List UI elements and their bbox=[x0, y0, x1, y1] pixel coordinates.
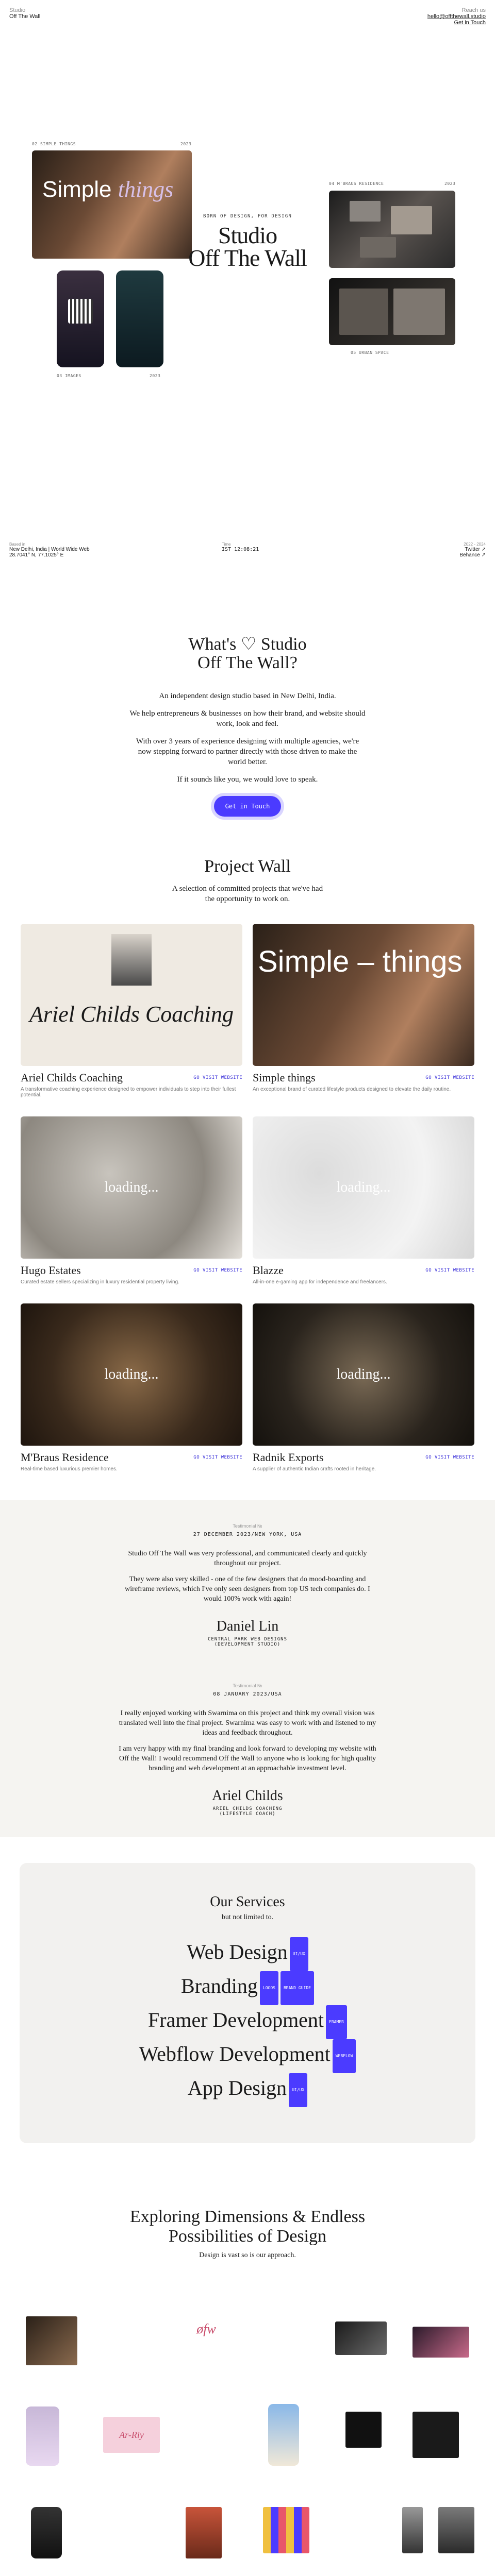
services-list bbox=[20, 1937, 475, 2107]
project-thumb-text: Ariel Childs Coaching bbox=[29, 1002, 234, 1027]
project-wall-subtitle: A selection of committed projects that we've had the opportunity to work on. bbox=[172, 885, 323, 903]
hero-footer-location-value: New Delhi, India | World Wide Web bbox=[9, 547, 90, 552]
whats-p2: We help entrepreneurs & businesses on how their brand, and website should work, look and feel. bbox=[129, 709, 366, 728]
whats-section bbox=[0, 558, 495, 817]
testimonial-quote: They were also very skilled - one of the few designers that do mood-boarding and wireframe reviews, which I've only seen designers from top US tech companies do. I would 100% work with again! bbox=[125, 1575, 370, 1603]
hero-footer-time-label: Time bbox=[222, 542, 231, 547]
project-card[interactable] bbox=[253, 924, 474, 1098]
project-thumb[interactable] bbox=[253, 1116, 474, 1259]
hero-footer-social bbox=[424, 542, 486, 558]
hero-footer-location bbox=[9, 542, 123, 558]
project-title: Hugo Estates bbox=[21, 1264, 81, 1277]
explore-title-line1: Exploring Dimensions & Endless bbox=[129, 2207, 366, 2226]
visit-website-link[interactable]: GO VISIT WEBSITE bbox=[193, 1268, 242, 1273]
project-thumb[interactable] bbox=[21, 1116, 242, 1259]
hero-phone-left bbox=[57, 270, 104, 367]
service-name: Web Design bbox=[187, 1940, 288, 1964]
loading-text: loading... bbox=[336, 1366, 391, 1382]
gallery-image bbox=[268, 2404, 299, 2466]
visit-website-link[interactable]: GO VISIT WEBSITE bbox=[193, 1075, 242, 1080]
gallery-logo: øfw bbox=[196, 2321, 216, 2336]
gallery-image bbox=[186, 2507, 222, 2558]
testimonial-role: (DEVELOPMENT STUDIO) bbox=[214, 1642, 281, 1647]
header-right-label: Reach us bbox=[461, 7, 486, 13]
testimonial-role: CENTRAL PARK WEB DESIGNS bbox=[207, 1637, 288, 1642]
project-card[interactable] bbox=[253, 1303, 474, 1472]
gallery-image bbox=[438, 2507, 474, 2553]
project-card[interactable] bbox=[21, 1303, 242, 1472]
explore-sub: Design is vast so is our approach. bbox=[199, 2251, 296, 2259]
hero-card-year: 2023 bbox=[180, 142, 192, 146]
hero-footer-time bbox=[222, 542, 325, 558]
project-card[interactable] bbox=[21, 924, 242, 1098]
testimonial-date: 27 DECEMBER 2023/NEW YORK, USA bbox=[193, 1532, 302, 1537]
project-desc: An exceptional brand of curated lifestyle products designed to elevate the daily routine. bbox=[253, 1087, 451, 1092]
service-name: App Design bbox=[187, 2076, 287, 2100]
gallery-image bbox=[335, 2321, 387, 2355]
testimonial-role: (LIFESTYLE COACH) bbox=[219, 1811, 276, 1817]
hero bbox=[0, 31, 495, 515]
whats-p3: With over 3 years of experience designing with multiple agencies, we're now stepping forward to partner directly with those driven to make the world better. bbox=[136, 737, 359, 766]
testimonial-quote: I really enjoyed working with Swarnima on this project and think my overall vision was translated well into the final project. Swarnima was easy to work with and listened to my ideas and feedback throughout. bbox=[119, 1709, 376, 1737]
gallery-image bbox=[412, 2412, 459, 2458]
hero-brand-line2: Off The Wall bbox=[188, 245, 307, 271]
hero-card-simple-things[interactable] bbox=[32, 150, 192, 259]
hero-footer-behance[interactable]: Behance ↗ bbox=[459, 552, 486, 558]
testimonial-quote: Studio Off The Wall was very professional, and communicated clearly and quickly throughout our project. bbox=[128, 1550, 367, 1567]
hero-card-title-italic: things bbox=[118, 177, 174, 202]
gallery-image bbox=[263, 2507, 309, 2553]
hero-phone-year: 2023 bbox=[150, 374, 161, 378]
gallery-image bbox=[26, 2406, 59, 2466]
service-item bbox=[20, 1937, 475, 1971]
hero-phone-right bbox=[116, 270, 163, 367]
testimonials bbox=[0, 1500, 495, 1837]
service-item bbox=[20, 2039, 475, 2073]
project-title: M'Braus Residence bbox=[21, 1451, 109, 1464]
whats-title-line1: What's ♡ Studio bbox=[188, 635, 307, 654]
service-tag: FRAMER bbox=[326, 2005, 347, 2039]
hero-right-year: 2023 bbox=[444, 181, 456, 186]
hero-footer-twitter[interactable]: Twitter ↗ bbox=[465, 547, 486, 552]
visit-website-link[interactable]: GO VISIT WEBSITE bbox=[425, 1268, 474, 1273]
testimonial-name: Daniel Lin bbox=[216, 1618, 279, 1634]
project-desc: Curated estate sellers specializing in luxury residential property living. bbox=[21, 1279, 179, 1285]
testimonial-label: Testimonial № bbox=[233, 1683, 262, 1688]
service-tag: UI/UX bbox=[290, 1937, 308, 1971]
project-card[interactable] bbox=[21, 1116, 242, 1285]
explore-section bbox=[0, 2174, 495, 2576]
project-desc: A transformative coaching experience designed to empower individuals to step into their fullest potential. bbox=[21, 1087, 236, 1098]
explore-title-line2: Possibilities of Design bbox=[168, 2227, 327, 2246]
header-email-link[interactable]: hello@offthewall.studio bbox=[427, 13, 486, 20]
service-name: Webflow Development bbox=[139, 2042, 331, 2066]
header-right bbox=[427, 7, 486, 24]
gallery-image bbox=[26, 2316, 77, 2365]
testimonial bbox=[119, 1683, 376, 1817]
project-wall-title: Project Wall bbox=[204, 857, 291, 876]
hero-footer-coords: 28.7041° N, 77.1025° E bbox=[9, 552, 64, 558]
project-thumb[interactable] bbox=[21, 1303, 242, 1446]
services-sub: but not limited to. bbox=[221, 1913, 274, 1921]
gallery-image bbox=[412, 2327, 469, 2358]
hero-right-caption2: 05 URBAN SPACE bbox=[351, 350, 389, 355]
project-title: Simple things bbox=[253, 1071, 316, 1084]
hero-center bbox=[170, 214, 325, 269]
service-item bbox=[20, 2005, 475, 2039]
service-name: Framer Development bbox=[148, 2008, 324, 2032]
hero-brand-line1: Studio bbox=[218, 222, 277, 248]
gallery-image bbox=[31, 2507, 62, 2558]
testimonial-name: Ariel Childs bbox=[212, 1788, 283, 1804]
testimonial-role: ARIEL CHILDS COACHING bbox=[212, 1806, 283, 1811]
project-thumb[interactable] bbox=[21, 924, 242, 1066]
project-title: Radnik Exports bbox=[253, 1451, 324, 1464]
service-name: Branding bbox=[181, 1974, 258, 1998]
hero-footer bbox=[0, 542, 495, 558]
testimonial-label: Testimonial № bbox=[233, 1523, 262, 1529]
hero-kicker: BORN OF DESIGN, FOR DESIGN bbox=[203, 214, 292, 219]
service-tag: LOGOS bbox=[260, 1971, 278, 2005]
whats-cta-button[interactable]: Get in Touch bbox=[214, 796, 282, 817]
services-wrap bbox=[0, 1837, 495, 2174]
visit-website-link[interactable]: GO VISIT WEBSITE bbox=[425, 1075, 474, 1080]
hero-footer-time-value: IST 12:08:21 bbox=[222, 547, 259, 552]
whats-p1: An independent design studio based in New Delhi, India. bbox=[159, 692, 336, 700]
services-panel bbox=[20, 1863, 475, 2143]
loading-text: loading... bbox=[336, 1179, 391, 1195]
project-thumb-text: Simple – things bbox=[258, 945, 463, 978]
header-left bbox=[9, 7, 40, 24]
service-tag: UI/UX bbox=[289, 2073, 307, 2107]
header-left-label: Studio bbox=[9, 7, 26, 13]
project-title: Blazze bbox=[253, 1264, 284, 1277]
loading-text: loading... bbox=[104, 1366, 159, 1382]
testimonial-date: 08 JANUARY 2023/USA bbox=[213, 1691, 282, 1697]
service-tag: WEBFLOW bbox=[333, 2039, 356, 2073]
project-thumb[interactable] bbox=[253, 1303, 474, 1446]
hero-card-urban[interactable] bbox=[329, 278, 455, 345]
top-header bbox=[0, 0, 495, 31]
hero-card-mbraus[interactable] bbox=[329, 191, 455, 268]
testimonial bbox=[119, 1523, 376, 1647]
header-cta-link[interactable]: Get in Touch bbox=[454, 20, 486, 26]
hero-footer-year: 2022 - 2024 bbox=[464, 542, 486, 547]
hero-card-caption: 02 SIMPLE THINGS bbox=[32, 142, 76, 146]
project-title: Ariel Childs Coaching bbox=[21, 1071, 123, 1084]
header-logo[interactable]: Off The Wall bbox=[9, 13, 41, 20]
qr-graphic-icon bbox=[68, 299, 93, 324]
loading-text: loading... bbox=[104, 1179, 159, 1195]
project-card[interactable] bbox=[253, 1116, 474, 1285]
portrait-image bbox=[111, 934, 152, 986]
testimonial-quote: I am very happy with my final branding and look forward to developing my website with Off the Wall! I would recommend Off the Wall to anyone who is looking for high quality branding and web development at an approachable investment level. bbox=[119, 1745, 376, 1772]
services-title: Our Services bbox=[210, 1894, 285, 1910]
project-desc: A supplier of authentic Indian crafts rooted in heritage. bbox=[253, 1466, 376, 1472]
gallery-image bbox=[345, 2412, 382, 2448]
service-item bbox=[20, 1971, 475, 2005]
project-wall bbox=[0, 857, 495, 1472]
explore-gallery bbox=[0, 2270, 495, 2576]
visit-website-link[interactable]: GO VISIT WEBSITE bbox=[425, 1455, 474, 1460]
project-desc: All-in-one e-gaming app for independence and freelancers. bbox=[253, 1279, 387, 1285]
project-desc: Real-time based luxurious premier homes. bbox=[21, 1466, 118, 1472]
whats-title-line2: Off The Wall? bbox=[197, 653, 298, 672]
visit-website-link[interactable]: GO VISIT WEBSITE bbox=[193, 1455, 242, 1460]
gallery-image bbox=[402, 2507, 423, 2553]
service-tag: BRAND GUIDE bbox=[280, 1971, 314, 2005]
hero-footer-location-label: Based in bbox=[9, 542, 26, 547]
gallery-badge: Ar-Riy bbox=[103, 2417, 160, 2453]
hero-card-title: Simple bbox=[42, 177, 112, 202]
whats-p4: If it sounds like you, we would love to speak. bbox=[177, 775, 318, 784]
hero-right-caption: 04 M'BRAUS RESIDENCE bbox=[329, 181, 384, 186]
project-thumb[interactable] bbox=[253, 924, 474, 1066]
service-item bbox=[20, 2073, 475, 2107]
hero-phone-caption: 03 IMAGES bbox=[57, 374, 81, 378]
